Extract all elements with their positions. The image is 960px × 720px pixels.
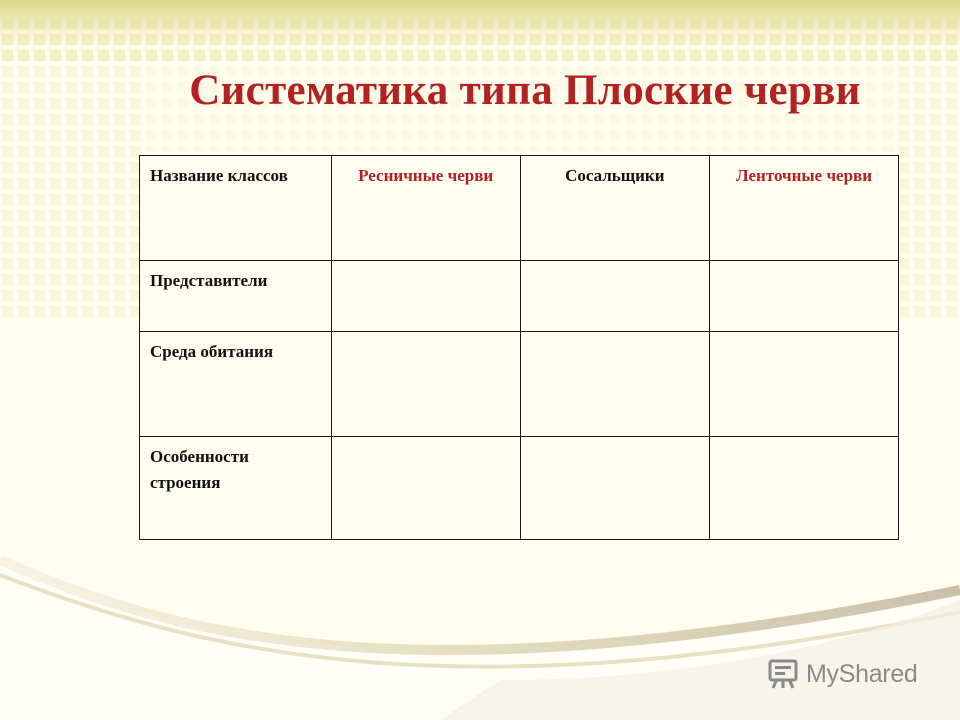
header-trematoda: Сосальщики <box>520 156 709 261</box>
table-cell <box>520 332 709 437</box>
table-cell <box>709 437 898 540</box>
table-cell <box>709 332 898 437</box>
table-cell <box>520 437 709 540</box>
table-cell <box>331 332 520 437</box>
row-label-representatives: Представители <box>140 261 332 332</box>
classification-table <box>139 155 899 540</box>
row-label-class-names: Название классов <box>140 156 332 261</box>
table-row-header <box>140 156 899 261</box>
slide-title: Систематика типа Плоские черви <box>189 67 861 114</box>
table-cell <box>331 261 520 332</box>
presentation-board-icon <box>766 657 800 691</box>
table-cell <box>520 261 709 332</box>
header-turbellaria: Ресничные черви <box>331 156 520 261</box>
table-row-representatives <box>140 261 899 332</box>
table-cell <box>331 437 520 540</box>
table-row-structure <box>140 437 899 540</box>
table-cell <box>709 261 898 332</box>
row-label-habitat: Среда обитания <box>140 332 332 437</box>
row-label-structure: Особенности строения <box>140 437 332 540</box>
logo-text: MyShared <box>806 659 918 688</box>
table-row-habitat <box>140 332 899 437</box>
myshared-logo[interactable] <box>766 654 918 694</box>
header-cestoda: Ленточные черви <box>709 156 898 261</box>
